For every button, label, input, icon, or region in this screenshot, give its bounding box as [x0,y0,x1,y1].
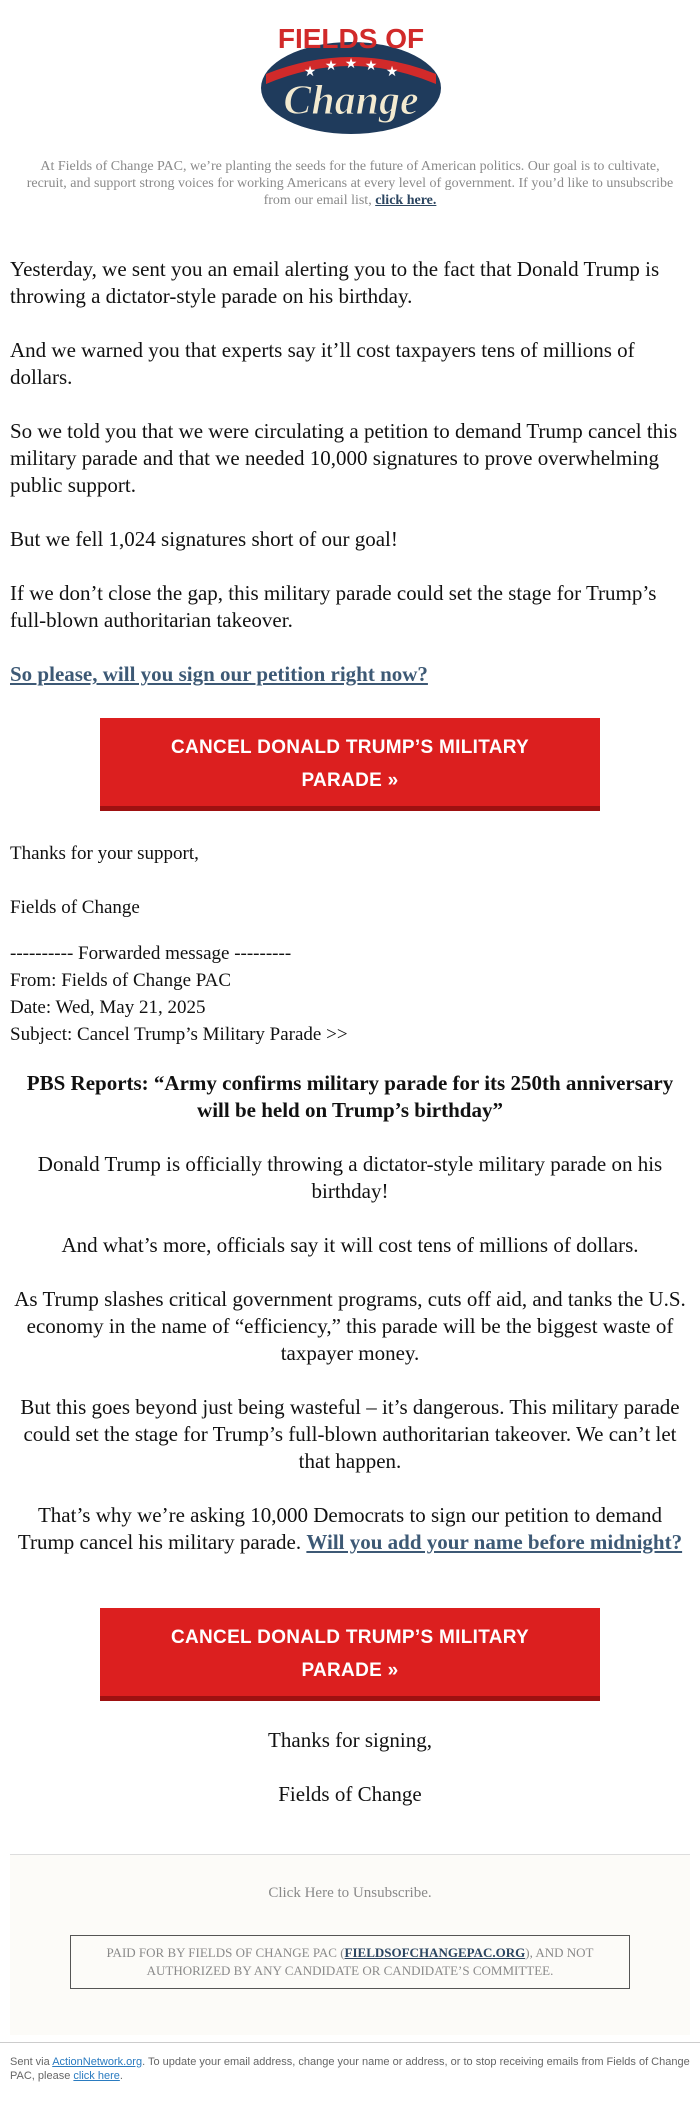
logo-line1: FIELDS OF [277,23,425,54]
original-paragraph-ask [14,1502,686,1556]
signoff-signing [14,1727,686,1808]
cancel-parade-button[interactable] [100,718,600,811]
original-paragraph: And what’s more, officials say it will cost tens of millions of dollars. [61,1233,639,1257]
pbs-headline: PBS Reports: “Army confirms military parade for its 250th anniversary will be held on Trump’s birthday” [26,1071,674,1122]
sent-via-notice [0,2042,700,2083]
forwarded-subject: Subject: Cancel Trump’s Military Parade >> [10,1024,348,1045]
forwarded-from: From: Fields of Change PAC [10,970,231,991]
star-icon: ★ [324,59,338,74]
paid-for-disclaimer [70,1935,630,1989]
intro-unsubscribe-link[interactable]: click here. [375,193,437,208]
original-paragraph: Donald Trump is officially throwing a dictator-style military parade on his birthday! [37,1152,663,1203]
actionnetwork-link[interactable]: ActionNetwork.org [52,2056,143,2068]
letter-paragraph: But we fell 1,024 signatures short of our goal! [10,527,398,551]
paid-prefix: PAID FOR BY FIELDS OF CHANGE PAC ( [106,1945,345,1960]
cancel-parade-button[interactable] [100,1608,600,1701]
paid-suffix: ), AND NOT AUTHORIZED BY ANY CANDIDATE OR CANDIDATE’S COMMITTEE. [146,1945,594,1978]
sign-petition-link[interactable]: So please, will you sign our petition right now? [10,662,428,686]
letter-paragraph: Yesterday, we sent you an email alerting you to the fact that Donald Trump is throwing a dictator-style parade on his birthday. [10,257,660,308]
cta-label-line2: PARADE » [301,770,399,791]
sent-via-prefix: Sent via [10,2056,50,2068]
original-message [14,1070,686,1556]
letter-paragraph: If we don’t close the gap, this military parade could set the stage for Trump’s full-blown authoritarian takeover. [10,581,657,632]
forwarded-header [10,940,690,1048]
star-icon: ★ [364,59,378,74]
cta-label-line1: CANCEL DONALD TRUMP’S MILITARY [170,737,530,758]
logo-line2: Change [283,78,419,124]
letter-body [10,256,690,688]
signoff-support [10,840,690,867]
sent-via-middle: . To update your email address, change your name or address, or to stop receiving emails from Fields of Change PAC, please [10,2056,690,2082]
signoff-name: Fields of Change [278,1782,422,1806]
add-name-link[interactable]: Will you add your name before midnight? [306,1530,683,1554]
cta-label-line1: CANCEL DONALD TRUMP’S MILITARY [170,1627,530,1648]
signoff-name-block [10,894,690,921]
intro-body: At Fields of Change PAC, we’re planting the seeds for the future of American politics. Our goal is to cultivate, recruit, and support strong voices for working Americans at every level of government. If you’d like to unsubscribe from our email list, [26,159,674,208]
star-icon: ★ [303,65,317,80]
signoff-thanks: Thanks for signing, [268,1728,432,1752]
forwarded-divider: ---------- Forwarded message --------- [10,943,292,964]
sent-via-suffix: . [119,2070,123,2082]
letter-paragraph: And we warned you that experts say it’ll cost taxpayers tens of millions of dollars. [10,338,635,389]
signoff-name: Fields of Change [10,897,140,918]
original-p5: That’s why we’re asking 10,000 Democrats to sign our petition to demand Trump cancel his military parade. [17,1503,663,1554]
cta-label-line2: PARADE » [301,1660,399,1681]
letter-paragraph: So we told you that we were circulating a petition to demand Trump cancel this military parade and that we needed 10,000 signatures to prove overwhelming public support. [10,419,678,497]
manage-email-link[interactable]: click here [73,2070,120,2082]
email-footer [10,1854,690,2035]
unsubscribe-link[interactable]: Click Here to Unsubscribe. [268,1885,432,1901]
star-icon: ★ [385,65,399,80]
intro-text [20,158,680,209]
forwarded-date: Date: Wed, May 21, 2025 [10,997,206,1018]
star-icon: ★ [344,57,358,72]
fields-of-change-logo [258,18,444,136]
pac-website-link[interactable]: FIELDSOFCHANGEPAC.ORG [344,1945,526,1960]
original-paragraph: As Trump slashes critical government programs, cuts off aid, and tanks the U.S. economy in the name of “efficiency,” this parade will be the biggest waste of taxpayer money. [14,1287,686,1365]
signoff-thanks: Thanks for your support, [10,843,199,864]
original-paragraph: But this goes beyond just being wasteful – it’s dangerous. This military parade could set the stage for Trump’s full-blown authoritarian takeover. We can’t let that happen. [20,1395,680,1473]
